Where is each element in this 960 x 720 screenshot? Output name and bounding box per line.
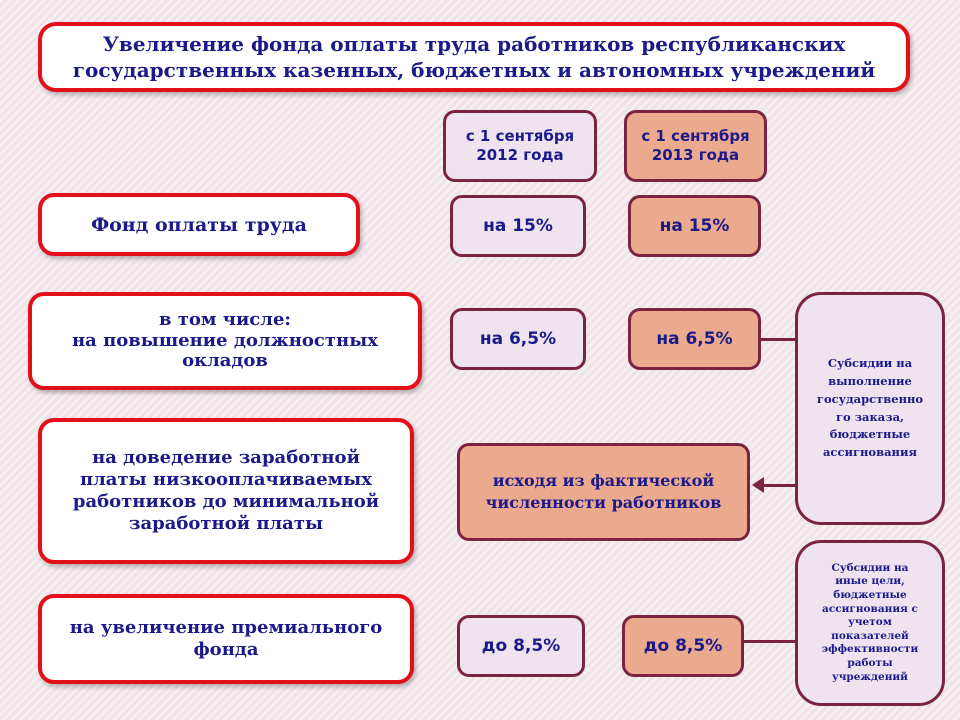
state-order-line-4: го заказа, — [835, 409, 905, 424]
salary-value-2012-text: на 6,5% — [479, 329, 557, 349]
minimum-wage-label — [38, 418, 414, 564]
other-line-7: эффективности — [821, 643, 919, 656]
minimum-value-line-1: исходя из фактической — [492, 470, 715, 490]
other-line-9: учреждений — [832, 670, 908, 683]
other-line-3: бюджетные — [833, 588, 907, 601]
fund-value-2012-text: на 15% — [483, 216, 553, 236]
bonus-value-2013-text: до 8,5% — [643, 636, 723, 656]
salary-value-2013-text: на 6,5% — [656, 329, 733, 349]
other-line-6: показателей — [831, 629, 909, 642]
title-line-1: Увеличение фонда оплаты труда работников республиканских — [102, 32, 846, 56]
minimum-line-2: платы низкооплачиваемых — [79, 469, 373, 491]
fund-value-2013-text: на 15% — [659, 216, 730, 236]
salary-line-3: окладов — [182, 350, 268, 372]
other-line-5: учетом — [848, 616, 892, 629]
fund-value-2013 — [628, 195, 761, 257]
fund-label — [38, 193, 360, 256]
bonus-value-2012-text: до 8,5% — [481, 636, 561, 656]
bonus-line-1: на увеличение премиального — [69, 616, 383, 638]
bonus-line-2: фонда — [193, 639, 259, 660]
other-line-2: иные цели, — [835, 575, 905, 588]
page-title — [38, 22, 910, 92]
minimum-wage-value — [457, 443, 750, 541]
connector-salary — [761, 338, 797, 341]
column-2013-line-1: с 1 сентября — [641, 126, 750, 145]
bonus-label — [38, 594, 414, 684]
column-2013-line-2: 2013 года — [651, 146, 740, 164]
minimum-value-line-2: численности работников — [485, 493, 722, 512]
other-line-8: работы — [847, 657, 893, 670]
bonus-value-2013 — [622, 615, 744, 677]
state-order-line-3: государственно — [816, 391, 924, 406]
connector-minimum — [763, 484, 797, 487]
other-line-4: ассигнования с — [822, 602, 918, 615]
state-order-line-5: бюджетные — [829, 427, 911, 442]
subsidies-other-note — [795, 540, 945, 706]
column-2012-line-2: 2012 года — [476, 146, 564, 164]
column-header-2012 — [443, 110, 597, 182]
fund-value-2012 — [450, 195, 586, 257]
salary-value-2012 — [450, 308, 586, 370]
state-order-line-6: ассигнования — [822, 445, 917, 460]
minimum-line-3: работников до минимальной — [72, 491, 380, 512]
fund-label-text: Фонд оплаты труда — [91, 213, 307, 236]
minimum-line-4: заработной платы — [128, 512, 324, 534]
state-order-line-1: Субсидии на — [827, 356, 913, 371]
connector-bonus — [744, 640, 798, 643]
salary-line-1: в том числе: — [158, 308, 292, 330]
other-line-1: Субсидии на — [831, 561, 909, 574]
minimum-line-1: на доведение заработной — [92, 447, 360, 469]
salary-label — [28, 292, 422, 390]
arrow-left-icon — [752, 477, 764, 493]
bonus-value-2012 — [457, 615, 585, 677]
subsidies-state-order-note — [795, 292, 945, 525]
salary-value-2013 — [628, 308, 761, 370]
column-header-2013 — [624, 110, 767, 182]
salary-line-2: на повышение должностных — [72, 329, 378, 351]
column-2012-line-1: с 1 сентября — [465, 126, 575, 145]
title-line-2: государственных казенных, бюджетных и автономных учреждений — [72, 58, 876, 82]
state-order-line-2: выполнение — [828, 373, 912, 388]
